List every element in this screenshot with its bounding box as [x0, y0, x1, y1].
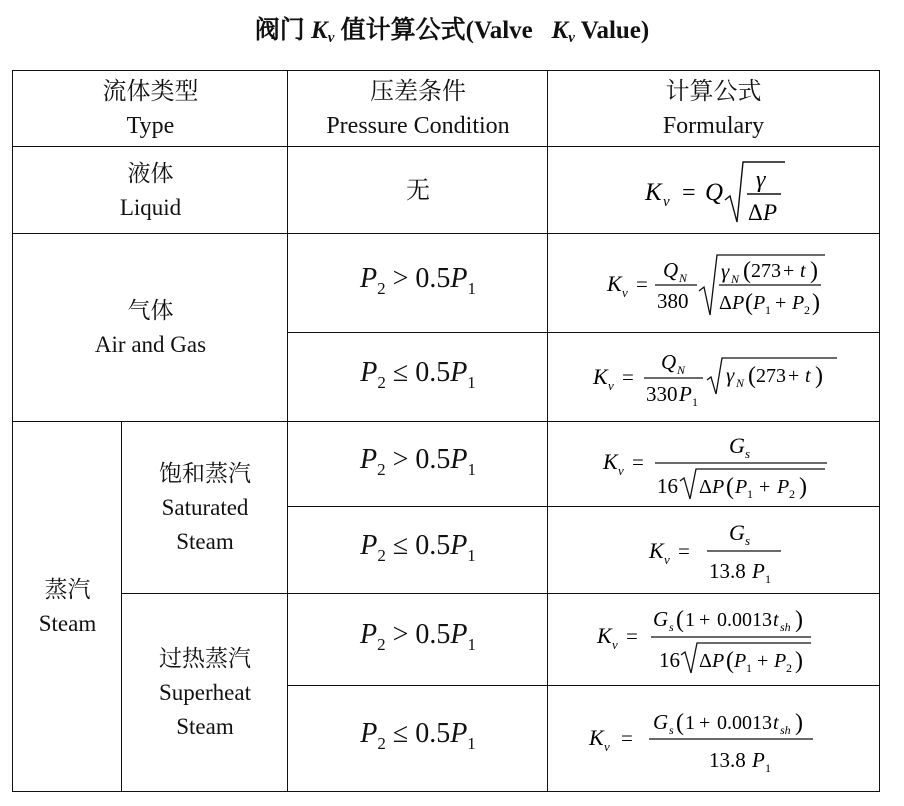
svg-text:1: 1	[764, 302, 771, 317]
svg-text:Q: Q	[704, 178, 723, 206]
condition-superheat-gt: $P_2 > 0.5P_1$	[287, 593, 549, 687]
steam-cn: 蒸汽	[44, 576, 91, 602]
svg-text:): )	[811, 289, 820, 316]
svg-text:+: +	[756, 649, 768, 672]
svg-text:P: P	[752, 291, 765, 314]
svg-text:P: P	[711, 475, 724, 498]
svg-text:273: 273	[750, 259, 781, 282]
svg-text:+: +	[758, 475, 770, 498]
svg-text:=: =	[621, 364, 634, 389]
svg-text:N: N	[730, 271, 739, 286]
formula-gas-gt-cell	[547, 233, 880, 334]
svg-text:Δ: Δ	[747, 199, 763, 225]
formula-saturated-le	[549, 508, 879, 594]
svg-text:): )	[794, 647, 803, 674]
svg-text:γ: γ	[725, 362, 734, 387]
svg-text:=: =	[620, 725, 633, 750]
svg-text:=: =	[681, 179, 696, 206]
title-symbol: K	[311, 17, 328, 44]
gas-en: Air and Gas	[94, 332, 207, 357]
svg-text:1: 1	[746, 486, 753, 501]
header-type	[12, 70, 289, 148]
liquid-condition: 无	[406, 177, 430, 204]
svg-text:16: 16	[656, 473, 678, 498]
svg-text:t: t	[772, 608, 779, 631]
formula-liquid-cell	[547, 146, 880, 235]
svg-text:K: K	[596, 622, 612, 648]
svg-text:(: (	[747, 362, 756, 389]
svg-text:P: P	[776, 475, 789, 498]
svg-text:P: P	[711, 649, 724, 672]
liquid-cn: 液体	[127, 160, 174, 186]
title-suffix: Value)	[580, 17, 650, 44]
svg-text:v: v	[607, 377, 614, 393]
condition-saturated-le: $P_2 \le 0.5P_1$	[287, 506, 549, 595]
formula-saturated-gt-cell	[547, 421, 880, 508]
page-title	[0, 10, 904, 47]
condition-superheat-le: $P_2 \le 0.5P_1$	[287, 685, 549, 792]
svg-text:N: N	[676, 362, 685, 377]
condition-saturated-gt: $P_2 > 0.5P_1$	[287, 421, 549, 508]
svg-text:K: K	[644, 178, 662, 206]
svg-text:P: P	[733, 649, 746, 672]
saturated-cn: 饱和蒸汽	[159, 461, 251, 486]
title-subscript-2: v	[568, 30, 575, 46]
svg-text:P: P	[791, 291, 804, 314]
svg-text:2: 2	[803, 302, 810, 317]
formula-superheat-gt-cell	[547, 593, 880, 687]
condition-liquid	[287, 146, 549, 235]
svg-text:(: (	[725, 647, 734, 674]
svg-text:13.8: 13.8	[708, 747, 746, 772]
svg-text:16: 16	[658, 647, 680, 672]
svg-text:+: +	[698, 608, 710, 631]
svg-text:P: P	[734, 475, 747, 498]
gas-cn: 气体	[127, 298, 174, 323]
svg-text:2: 2	[788, 486, 795, 501]
svg-text:P: P	[751, 558, 765, 583]
svg-text:Δ: Δ	[698, 649, 712, 672]
title-symbol-2: K	[551, 17, 569, 44]
svg-text:0.0013: 0.0013	[716, 711, 772, 734]
header-formula	[547, 70, 880, 148]
svg-text:+: +	[774, 291, 786, 314]
title-subscript: v	[327, 30, 335, 46]
svg-text:N: N	[678, 270, 687, 285]
svg-text:1: 1	[684, 608, 695, 631]
svg-text:s: s	[744, 445, 750, 461]
svg-text:(: (	[744, 289, 753, 316]
svg-text:(: (	[742, 257, 751, 284]
svg-text:sh: sh	[779, 619, 791, 634]
svg-text:K: K	[606, 270, 622, 296]
svg-text:Δ: Δ	[718, 291, 732, 314]
svg-text:v: v	[663, 551, 670, 567]
formula-gas-le	[549, 334, 879, 422]
saturated-en1: Saturated	[161, 495, 249, 520]
svg-text:γ: γ	[720, 258, 729, 283]
header-formula-cn: 计算公式	[665, 79, 762, 105]
header-condition-cn: 压差条件	[370, 79, 466, 105]
svg-text:v: v	[662, 193, 670, 210]
svg-text:): )	[809, 257, 818, 284]
svg-text:P: P	[751, 747, 765, 772]
svg-text:Q: Q	[660, 349, 676, 374]
saturated-en2: Steam	[176, 529, 234, 554]
svg-text:t: t	[772, 711, 779, 734]
svg-text:=: =	[631, 449, 644, 474]
type-saturated-steam	[121, 421, 289, 595]
svg-text:): )	[798, 473, 807, 500]
condition-gas-gt: $P_2 > 0.5P_1$	[287, 233, 549, 334]
svg-text:Δ: Δ	[698, 475, 712, 498]
formula-saturated-le-cell	[547, 506, 880, 595]
svg-text:v: v	[617, 462, 624, 478]
svg-text:K: K	[602, 448, 618, 474]
title-prefix: 阀门	[254, 17, 305, 44]
svg-text:P: P	[762, 199, 777, 225]
svg-text:γ: γ	[755, 166, 765, 193]
svg-text:1: 1	[764, 571, 771, 586]
svg-text:+: +	[782, 259, 794, 282]
svg-text:0.0013: 0.0013	[716, 608, 772, 631]
svg-text:G: G	[728, 519, 745, 545]
superheat-en1: Superheat	[159, 679, 251, 705]
formula-gas-le-cell	[547, 332, 880, 423]
header-condition-en: Pressure Condition	[326, 113, 510, 139]
svg-text:1: 1	[684, 711, 695, 734]
formula-superheat-le	[549, 687, 879, 791]
svg-text:13.8: 13.8	[708, 558, 746, 583]
svg-text:s: s	[744, 532, 750, 548]
formula-superheat-gt	[549, 595, 879, 686]
steam-en: Steam	[38, 610, 97, 636]
svg-text:P: P	[773, 649, 786, 672]
svg-text:K: K	[648, 537, 664, 563]
formula-gas-gt	[549, 235, 879, 333]
svg-text:380: 380	[656, 288, 688, 313]
superheat-en2: Steam	[176, 713, 234, 739]
svg-text:(: (	[725, 473, 734, 500]
condition-gas-le: $P_2 \le 0.5P_1$	[287, 332, 549, 423]
formula-superheat-le-cell	[547, 685, 880, 792]
svg-text:+: +	[698, 711, 710, 734]
svg-text:1: 1	[745, 660, 752, 675]
svg-text:330: 330	[645, 381, 677, 406]
header-type-en: Type	[126, 113, 175, 139]
svg-text:(: (	[675, 606, 684, 633]
svg-text:P: P	[731, 291, 744, 314]
type-superheat-steam	[121, 593, 289, 792]
type-liquid	[12, 146, 289, 235]
svg-text:Q: Q	[662, 257, 678, 282]
header-type-cn: 流体类型	[102, 79, 199, 105]
svg-text:): )	[794, 709, 803, 736]
svg-text:s: s	[668, 722, 674, 737]
svg-text:s: s	[668, 619, 674, 634]
svg-text:G: G	[728, 432, 745, 458]
svg-text:K: K	[588, 724, 604, 750]
type-gas	[12, 233, 289, 423]
svg-text:G: G	[652, 709, 668, 734]
svg-text:=: =	[635, 271, 648, 296]
svg-text:273: 273	[755, 364, 786, 387]
svg-text:(: (	[675, 709, 684, 736]
liquid-en: Liquid	[119, 194, 182, 220]
svg-text:t: t	[804, 364, 811, 387]
svg-text:2: 2	[785, 660, 792, 675]
svg-text:v: v	[621, 284, 628, 300]
type-steam	[12, 421, 123, 792]
svg-text:1: 1	[764, 760, 771, 775]
header-formula-en: Formulary	[662, 113, 765, 139]
svg-text:P: P	[678, 381, 692, 406]
formula-saturated-gt	[549, 423, 879, 507]
title-middle: 值计算公式(Valve	[340, 17, 533, 44]
svg-text:+: +	[787, 364, 799, 387]
svg-text:v: v	[603, 738, 610, 754]
svg-text:sh: sh	[779, 722, 791, 737]
svg-text:=: =	[625, 623, 638, 648]
svg-text:v: v	[611, 636, 618, 652]
header-condition	[287, 70, 549, 148]
svg-text:1: 1	[691, 394, 698, 409]
svg-text:K: K	[592, 363, 608, 389]
svg-text:N: N	[735, 375, 744, 390]
formula-liquid	[549, 148, 879, 234]
superheat-cn: 过热蒸汽	[159, 645, 251, 671]
svg-text:G: G	[652, 606, 668, 631]
svg-text:): )	[814, 362, 823, 389]
svg-text:=: =	[677, 538, 690, 563]
svg-text:t: t	[799, 259, 806, 282]
svg-text:): )	[794, 606, 803, 633]
